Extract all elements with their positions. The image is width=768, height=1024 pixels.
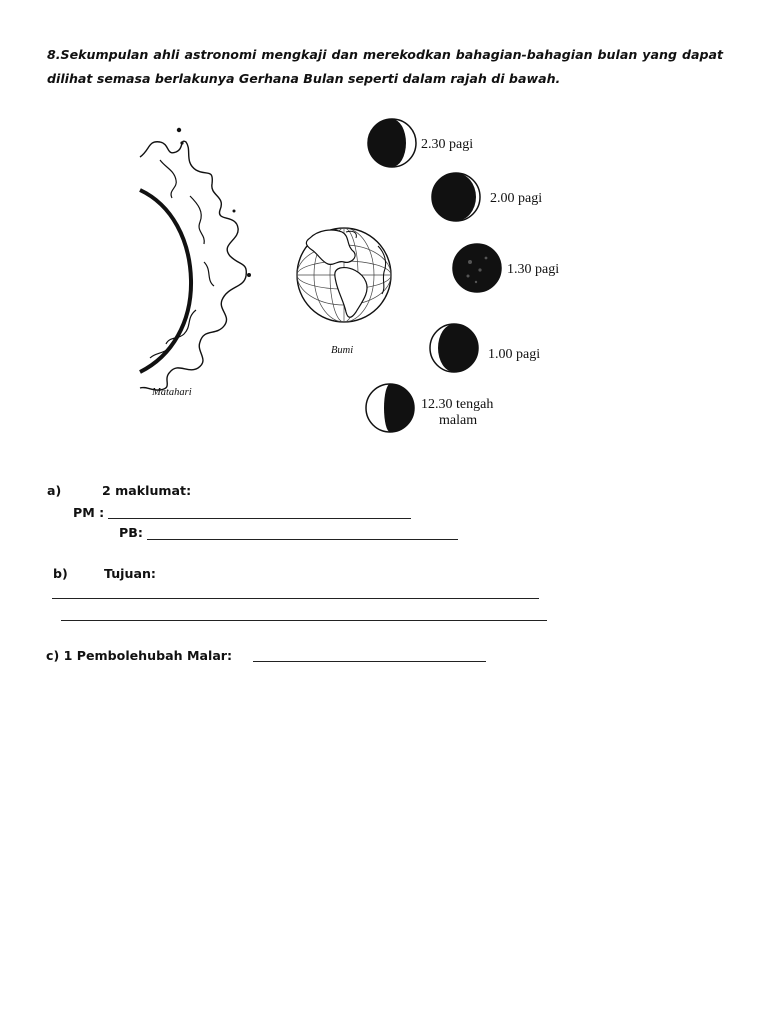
moon-phase-1230	[366, 384, 414, 432]
moon-phase-0100	[430, 324, 478, 372]
lunar-eclipse-diagram	[0, 0, 768, 460]
sun-flare-2	[190, 196, 204, 244]
tujuan-answer-line-2[interactable]	[61, 620, 547, 621]
moon-time-0100: 1.00 pagi	[488, 347, 541, 362]
part-a-title: 2 maklumat:	[102, 483, 192, 498]
earth-illustration	[297, 228, 391, 322]
earth-label: Bumi	[331, 345, 354, 356]
part-c-label: c) 1 Pembolehubah Malar:	[46, 648, 233, 663]
part-b-title: Tujuan:	[104, 566, 156, 581]
part-a-letter: a)	[47, 483, 62, 498]
sun-flare-1	[160, 160, 176, 198]
moon-time-0130: 1.30 pagi	[507, 262, 560, 277]
pembolehubah-malar-answer-line[interactable]	[253, 661, 486, 662]
pm-label: PM :	[73, 505, 105, 520]
tujuan-answer-line-1[interactable]	[52, 598, 539, 599]
pm-answer-line[interactable]	[108, 518, 411, 519]
moon-phase-0230	[368, 119, 416, 167]
question-line-1: 8.Sekumpulan ahli astronomi mengkaji dan merekodkan bahagian-bahagian bulan yang dapat	[47, 47, 723, 62]
part-b-letter: b)	[53, 566, 68, 581]
moon-time-1230-line2: malam	[439, 413, 478, 428]
moon-phase-0130	[453, 244, 501, 292]
moon-time-0230: 2.30 pagi	[421, 137, 474, 152]
pb-answer-line[interactable]	[147, 539, 458, 540]
moon-time-1230-line1: 12.30 tengah	[421, 397, 494, 412]
moon-phase-0200	[432, 173, 480, 221]
pb-label: PB:	[119, 525, 143, 540]
question-line-2: dilihat semasa berlakunya Gerhana Bulan seperti dalam rajah di bawah.	[47, 71, 561, 86]
sun-flare-3	[204, 262, 214, 286]
sun-illustration	[140, 128, 251, 390]
sun-corona	[140, 141, 246, 390]
sun-label: Matahari	[152, 387, 192, 398]
moon-time-0200: 2.00 pagi	[490, 191, 543, 206]
sun-limb	[140, 190, 191, 372]
